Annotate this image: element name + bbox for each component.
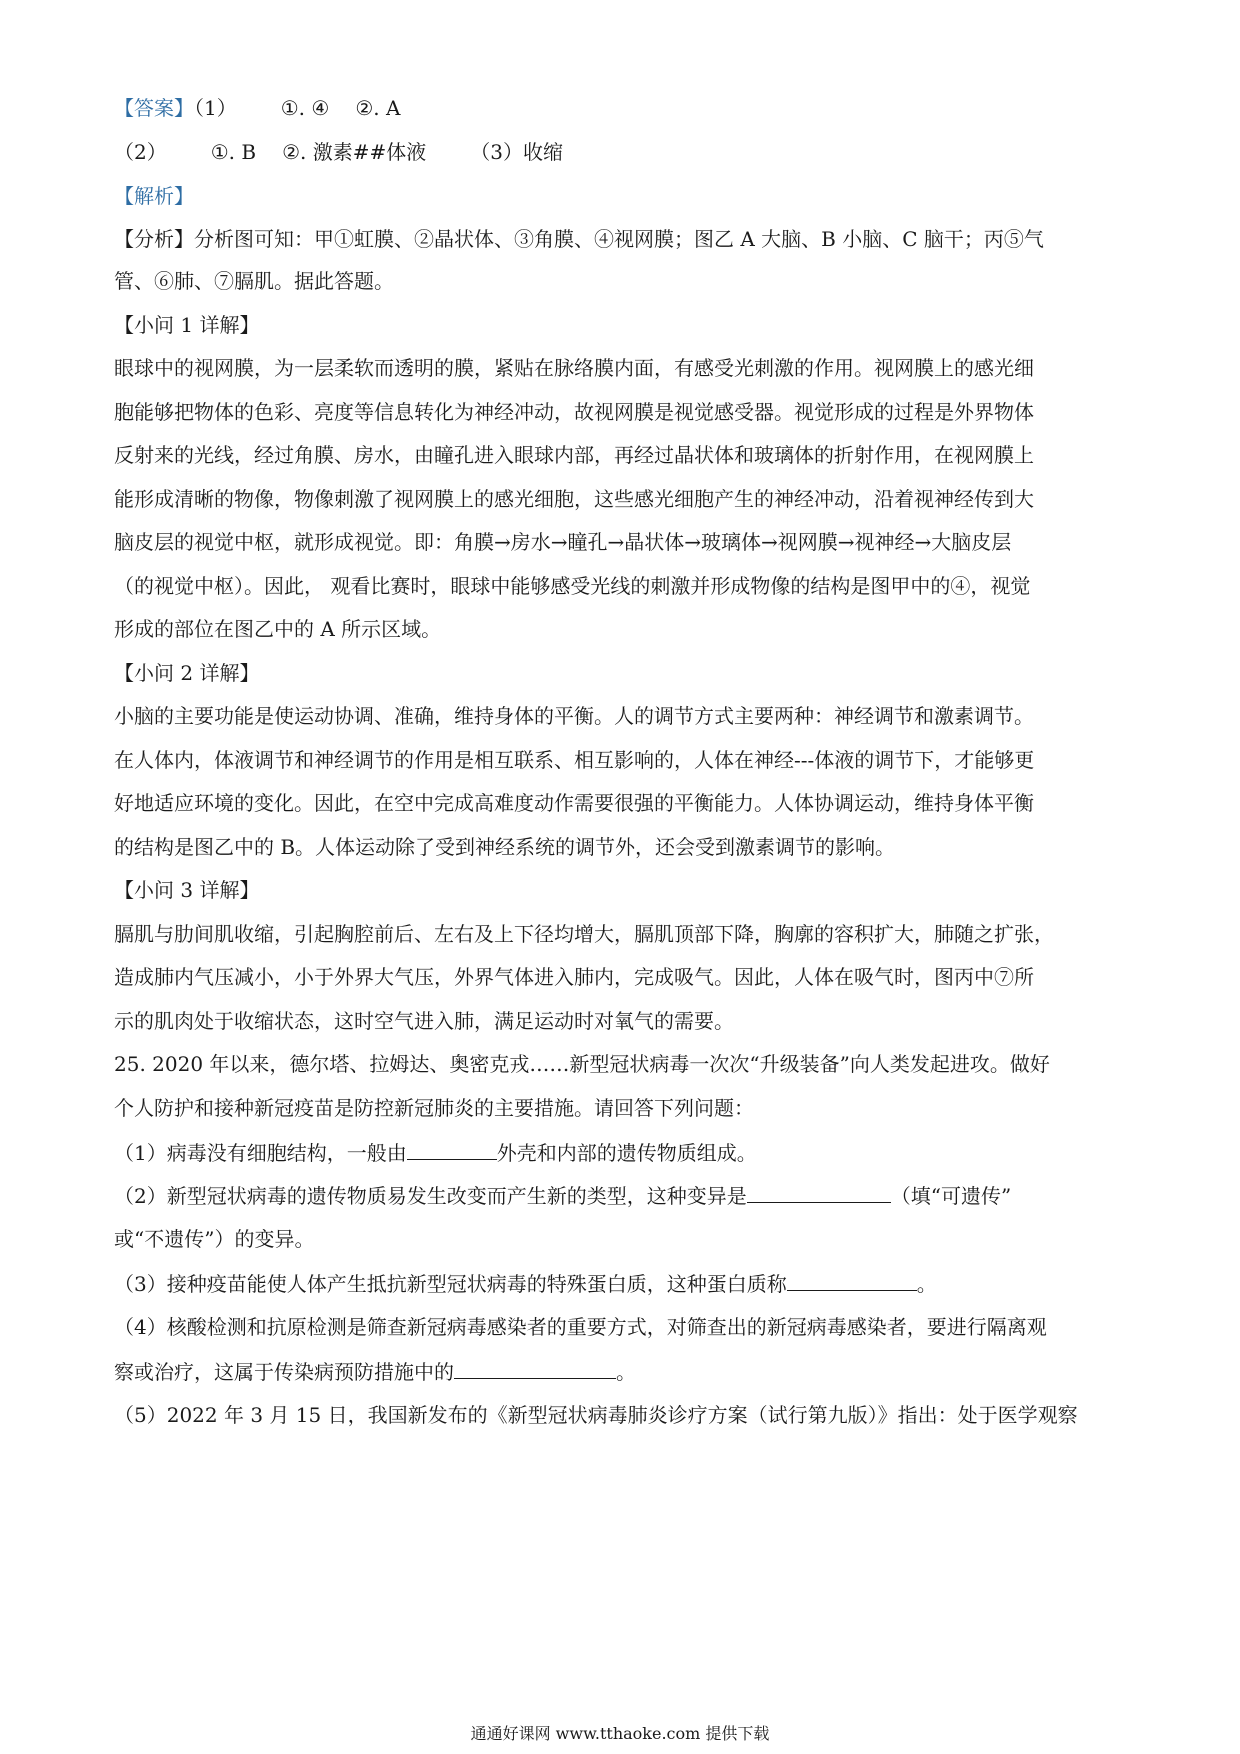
q1-text-line: 反射来的光线，经过角膜、房水，由瞳孔进入眼球内部，再经过晶状体和玻璃体的折射作用，在视网膜上 <box>114 443 1034 467</box>
q2-text-line: 好地适应环境的变化。因此，在空中完成高难度动作需要很强的平衡能力。人体协调运动，维持身体平衡 <box>114 791 1034 815</box>
answer-q1: （1） <box>194 96 237 120</box>
footer-source: 通通好课网 www.tthaoke.com 提供下载 <box>470 1724 770 1743</box>
answer-q1-opt1: ①. ④ <box>280 96 330 120</box>
answer-blank[interactable] <box>787 1268 917 1291</box>
q3-title: 【小问 3 详解】 <box>114 878 260 902</box>
q1-text-line: （的视觉中枢）。因此， 观看比赛时，眼球中能够感受光线的刺激并形成物像的结构是图甲中的④，视觉 <box>114 574 1031 598</box>
q25-sub2-cont: 或“不遗传”）的变异。 <box>114 1227 315 1251</box>
q1-title: 【小问 1 详解】 <box>114 313 260 337</box>
answer-q1-opt2: ②. A <box>355 96 401 120</box>
q2-title: 【小问 2 详解】 <box>114 661 260 685</box>
q1-text-line: 脑皮层的视觉中枢，就形成视觉。即：角膜→房水→瞳孔→晶状体→玻璃体→视网膜→视神经→大脑皮层 <box>114 530 1012 554</box>
q25-sub3: （3）接种疫苗能使人体产生抵抗新型冠状病毒的特殊蛋白质，这种蛋白质称 。 <box>114 1268 1134 1299</box>
answer-blank[interactable] <box>747 1180 891 1203</box>
analysis-label: 【解析】 <box>114 184 194 208</box>
q2-text-line: 在人体内，体液调节和神经调节的作用是相互联系、相互影响的，人体在神经---体液的调节下，才能够更 <box>114 748 1035 772</box>
q25-sub2: （2）新型冠状病毒的遗传物质易发生改变而产生新的类型，这种变异是 （填“可遗传” <box>114 1180 1134 1211</box>
q25-sub5: （5）2022 年 3 月 15 日，我国新发布的《新型冠状病毒肺炎诊疗方案（试行第九版）》指出：处于医学观察 <box>114 1403 1078 1427</box>
answer-blank[interactable] <box>454 1356 616 1379</box>
q1-text-line: 胞能够把物体的色彩、亮度等信息转化为神经冲动，故视网膜是视觉感受器。视觉形成的过程是外界物体 <box>114 400 1034 424</box>
answer-q2: （2） <box>114 140 167 164</box>
fenxi-line: 【分析】分析图可知：甲①虹膜、②晶状体、③角膜、④视网膜；图乙 A 大脑、B 小脑、C 脑干；丙⑤气 <box>114 227 1044 251</box>
q3-text-line: 造成肺内气压减小，小于外界大气压，外界气体进入肺内，完成吸气。因此，人体在吸气时，图丙中⑦所 <box>114 965 1034 989</box>
q1-text-line: 形成的部位在图乙中的 A 所示区域。 <box>114 617 442 641</box>
q1-text-line: 能形成清晰的物像，物像刺激了视网膜上的感光细胞，这些感光细胞产生的神经冲动，沿着视神经传到大 <box>114 487 1034 511</box>
q2-text-line: 小脑的主要功能是使运动协调、准确，维持身体的平衡。人的调节方式主要两种：神经调节和激素调节。 <box>114 704 1034 728</box>
q25-stem-line: 个人防护和接种新冠疫苗是防控新冠肺炎的主要措施。请回答下列问题： <box>114 1096 754 1120</box>
answer-q2-opt2: ②. 激素##体液 <box>282 140 427 164</box>
q1-text-line: 眼球中的视网膜，为一层柔软而透明的膜，紧贴在脉络膜内面，有感受光刺激的作用。视网膜上的感光细 <box>114 356 1034 380</box>
q2-text-line: 的结构是图乙中的 B。人体运动除了受到神经系统的调节外，还会受到激素调节的影响。 <box>114 835 896 859</box>
answer-q3: （3）收缩 <box>470 140 563 164</box>
fenxi-line: 管、⑥肺、⑦膈肌。据此答题。 <box>114 269 394 293</box>
q25-sub1: （1）病毒没有细胞结构，一般由 外壳和内部的遗传物质组成。 <box>114 1137 1134 1168</box>
answer-line-2 <box>114 137 1134 167</box>
q3-text-line: 膈肌与肋间肌收缩，引起胸腔前后、左右及上下径均增大，膈肌顶部下降，胸廓的容积扩大，肺随之扩张， <box>114 922 1054 946</box>
answer-label: 【答案】 <box>114 96 194 120</box>
q25-sub4-cont: 察或治疗，这属于传染病预防措施中的 。 <box>114 1356 1134 1387</box>
answer-blank[interactable] <box>407 1137 497 1160</box>
answer-q2-opt1: ①. B <box>210 140 257 164</box>
q25-sub4: （4）核酸检测和抗原检测是筛查新冠病毒感染者的重要方式，对筛查出的新冠病毒感染者，要进行隔离观 <box>114 1315 1047 1339</box>
q3-text-line: 示的肌肉处于收缩状态，这时空气进入肺，满足运动时对氧气的需要。 <box>114 1009 734 1033</box>
q25-stem-line: 25. 2020 年以来，德尔塔、拉姆达、奥密克戎……新型冠状病毒一次次“升级装备”向人类发起进攻。做好 <box>114 1052 1050 1076</box>
answer-line-1 <box>114 93 1134 123</box>
